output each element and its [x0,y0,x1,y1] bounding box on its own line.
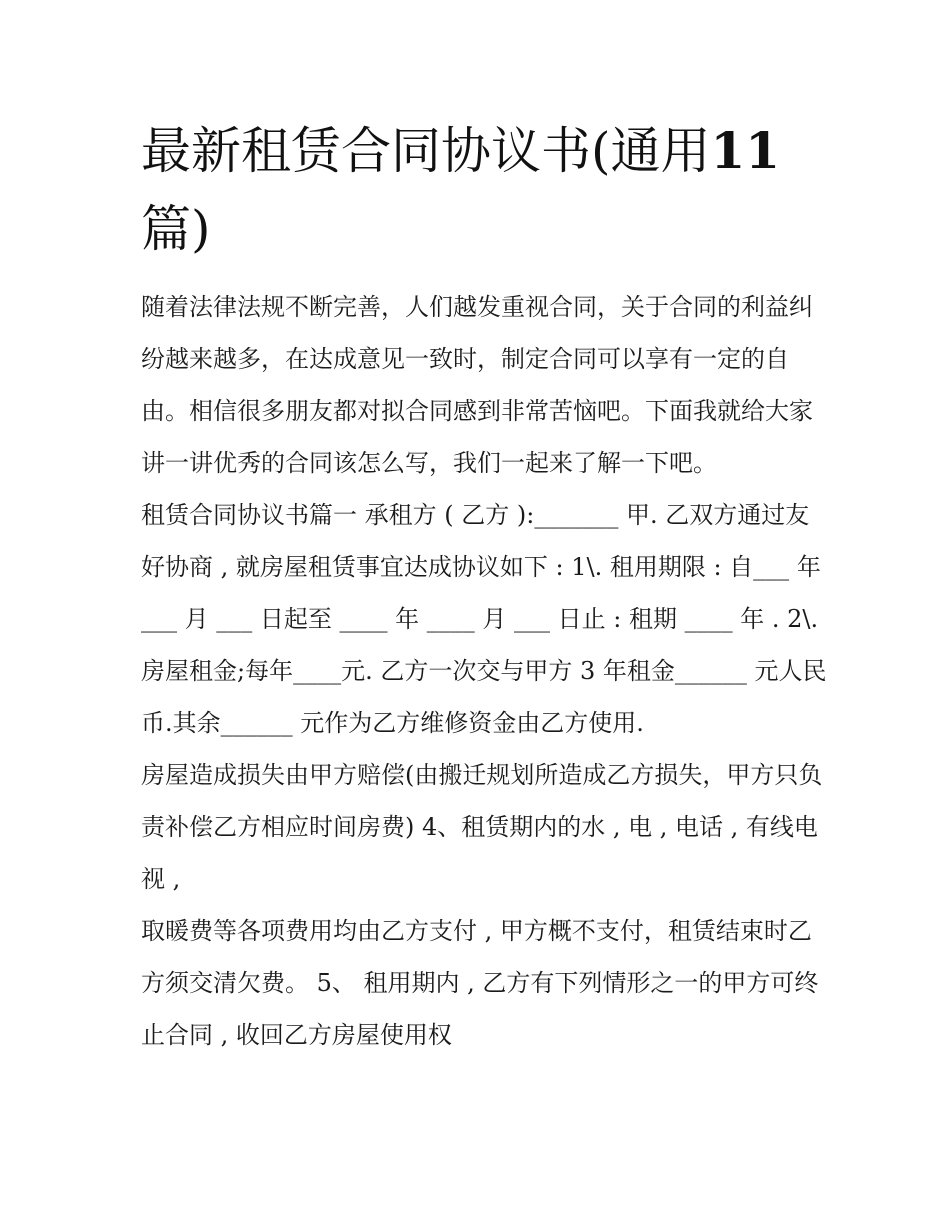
document-title [141,112,821,268]
title-text: 最新租赁合同协议书(通用 [141,122,711,180]
lease-term-paragraph: 租赁合同协议书篇一 承租方 ( 乙方 ):_______ 甲. 乙双方通过友好协商 , 就房屋租赁事宜达成协议如下 : 1\. 租用期限 : 自___ 年 ___ 月 ___ 日起至 ____ 年 ____ 月 ___ 日止 : 租期 ____ 年 . 2\. [141,501,829,633]
rent-paragraph: 房屋租金;每年____元. 乙方一次交与甲方 3 年租金______ 元人民币.其余______ 元作为乙方维修资金由乙方使用. [141,657,827,737]
title-number: 11 [710,121,781,180]
title-suffix: 篇) [141,200,211,258]
document-body [141,281,831,1061]
damage-compensation-paragraph: 房屋造成损失由甲方赔偿(由搬迁规划所造成乙方损失，甲方只负责补偿乙方相应时间房费) 4、租赁期内的水 , 电 , 电话 , 有线电视 , [141,761,823,893]
fees-termination-paragraph: 取暖费等各项费用均由乙方支付 , 甲方概不支付，租赁结束时乙方须交清欠费。 5、 租用期内 , 乙方有下列情形之一的甲方可终止合同 , 收回乙方房屋使用权 [141,917,819,1049]
intro-paragraph: 随着法律法规不断完善，人们越发重视合同，关于合同的利益纠纷越来越多，在达成意见一致时，制定合同可以享有一定的自由。相信很多朋友都对拟合同感到非常苦恼吧。下面我就给大家讲一讲优秀的合同该怎么写，我们一起来了解一下吧。 [141,293,813,477]
